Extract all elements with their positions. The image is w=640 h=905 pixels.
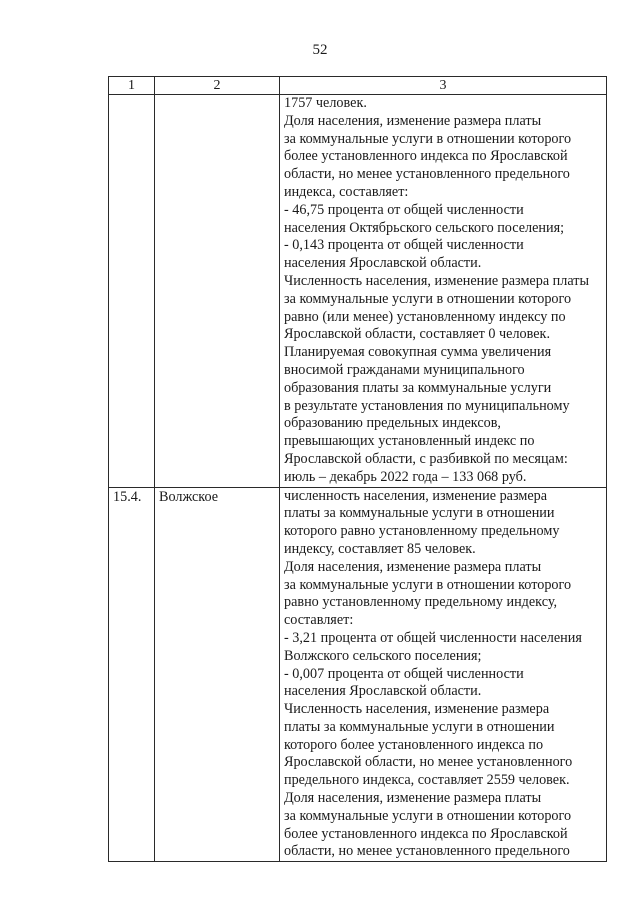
text-line: - 0,143 процента от общей численности bbox=[284, 237, 524, 254]
text-line: равно (или менее) установленному индексу по bbox=[284, 308, 566, 325]
text-line: которого равно установленному предельному bbox=[284, 523, 560, 540]
description-cell bbox=[280, 487, 607, 862]
text-line: численность населения, изменение размера bbox=[284, 487, 548, 504]
text-line: в результате установления по муниципальному bbox=[284, 397, 570, 414]
text-line: Доля населения, изменение размера платы bbox=[284, 558, 542, 575]
text-line: которого более установленного индекса по bbox=[284, 736, 544, 753]
text-line: образованию предельных индексов, bbox=[284, 415, 501, 432]
text-line: платы за коммунальные услуги в отношении bbox=[284, 718, 555, 735]
text-line: Ярославской области, с разбивкой по месяцам: bbox=[284, 450, 568, 467]
row-number bbox=[109, 95, 154, 96]
text-line: Численность населения, изменение размера bbox=[284, 701, 550, 718]
text-line: за коммунальные услуги в отношении которого bbox=[284, 290, 572, 307]
text-line: Ярославской области, составляет 0 человек. bbox=[284, 326, 550, 343]
text-line: Волжского сельского поселения; bbox=[284, 647, 482, 664]
text-line: июль – декабрь 2022 года – 133 068 руб. bbox=[284, 468, 527, 485]
text-line: области, но менее установленного предельного bbox=[284, 843, 570, 860]
table-row bbox=[109, 487, 607, 862]
text-line: индекса, составляет: bbox=[284, 183, 409, 200]
table-header-row bbox=[109, 77, 607, 95]
text-line: - 46,75 процента от общей численности bbox=[284, 201, 524, 218]
text-line: населения Ярославской области. bbox=[284, 255, 482, 272]
table-row bbox=[109, 95, 607, 488]
text-line: платы за коммунальные услуги в отношении bbox=[284, 505, 555, 522]
text-line: составляет: bbox=[284, 612, 354, 629]
text-line: - 3,21 процента от общей численности населения bbox=[284, 629, 582, 646]
settlement-name-cell bbox=[155, 95, 280, 488]
text-line: более установленного индекса по Ярославской bbox=[284, 825, 568, 842]
text-line: за коммунальные услуги в отношении которого bbox=[284, 807, 572, 824]
settlement-name-cell bbox=[155, 487, 280, 862]
row-number-cell bbox=[109, 95, 155, 488]
column-header-2: 2 bbox=[155, 77, 280, 95]
settlement-name bbox=[155, 95, 279, 96]
text-line: - 0,007 процента от общей численности bbox=[284, 665, 524, 682]
text-line: превышающих установленный индекс по bbox=[284, 433, 535, 450]
text-line: 1757 человек. bbox=[284, 95, 367, 111]
text-line: за коммунальные услуги в отношении которого bbox=[284, 576, 572, 593]
text-line: равно установленному предельному индексу, bbox=[284, 594, 558, 611]
table-body bbox=[109, 95, 607, 862]
text-line: населения Ярославской области. bbox=[284, 683, 482, 700]
column-header-3: 3 bbox=[280, 77, 607, 95]
text-line: предельного индекса, составляет 2559 человек. bbox=[284, 772, 570, 789]
row-number-cell bbox=[109, 487, 155, 862]
text-line: Планируемая совокупная сумма увеличения bbox=[284, 344, 552, 361]
settlement-name: Волжское bbox=[159, 488, 219, 505]
text-line: области, но менее установленного предельного bbox=[284, 166, 570, 183]
data-table bbox=[108, 76, 607, 862]
text-line: Численность населения, изменение размера платы bbox=[284, 272, 590, 289]
text-line: Доля населения, изменение размера платы bbox=[284, 790, 542, 807]
text-line: более установленного индекса по Ярославской bbox=[284, 148, 568, 165]
page-number: 52 bbox=[312, 42, 328, 58]
text-line: за коммунальные услуги в отношении которого bbox=[284, 130, 572, 147]
text-line: индексу, составляет 85 человек. bbox=[284, 540, 476, 557]
description-cell bbox=[280, 95, 607, 488]
text-line: Доля населения, изменение размера платы bbox=[284, 112, 542, 129]
text-line: вносимой гражданами муниципального bbox=[284, 361, 525, 378]
text-line: населения Октябрьского сельского поселения; bbox=[284, 219, 565, 236]
text-line: образования платы за коммунальные услуги bbox=[284, 379, 552, 396]
row-number: 15.4. bbox=[113, 488, 142, 505]
column-header-1: 1 bbox=[109, 77, 155, 95]
text-line: Ярославской области, но менее установленного bbox=[284, 754, 573, 771]
